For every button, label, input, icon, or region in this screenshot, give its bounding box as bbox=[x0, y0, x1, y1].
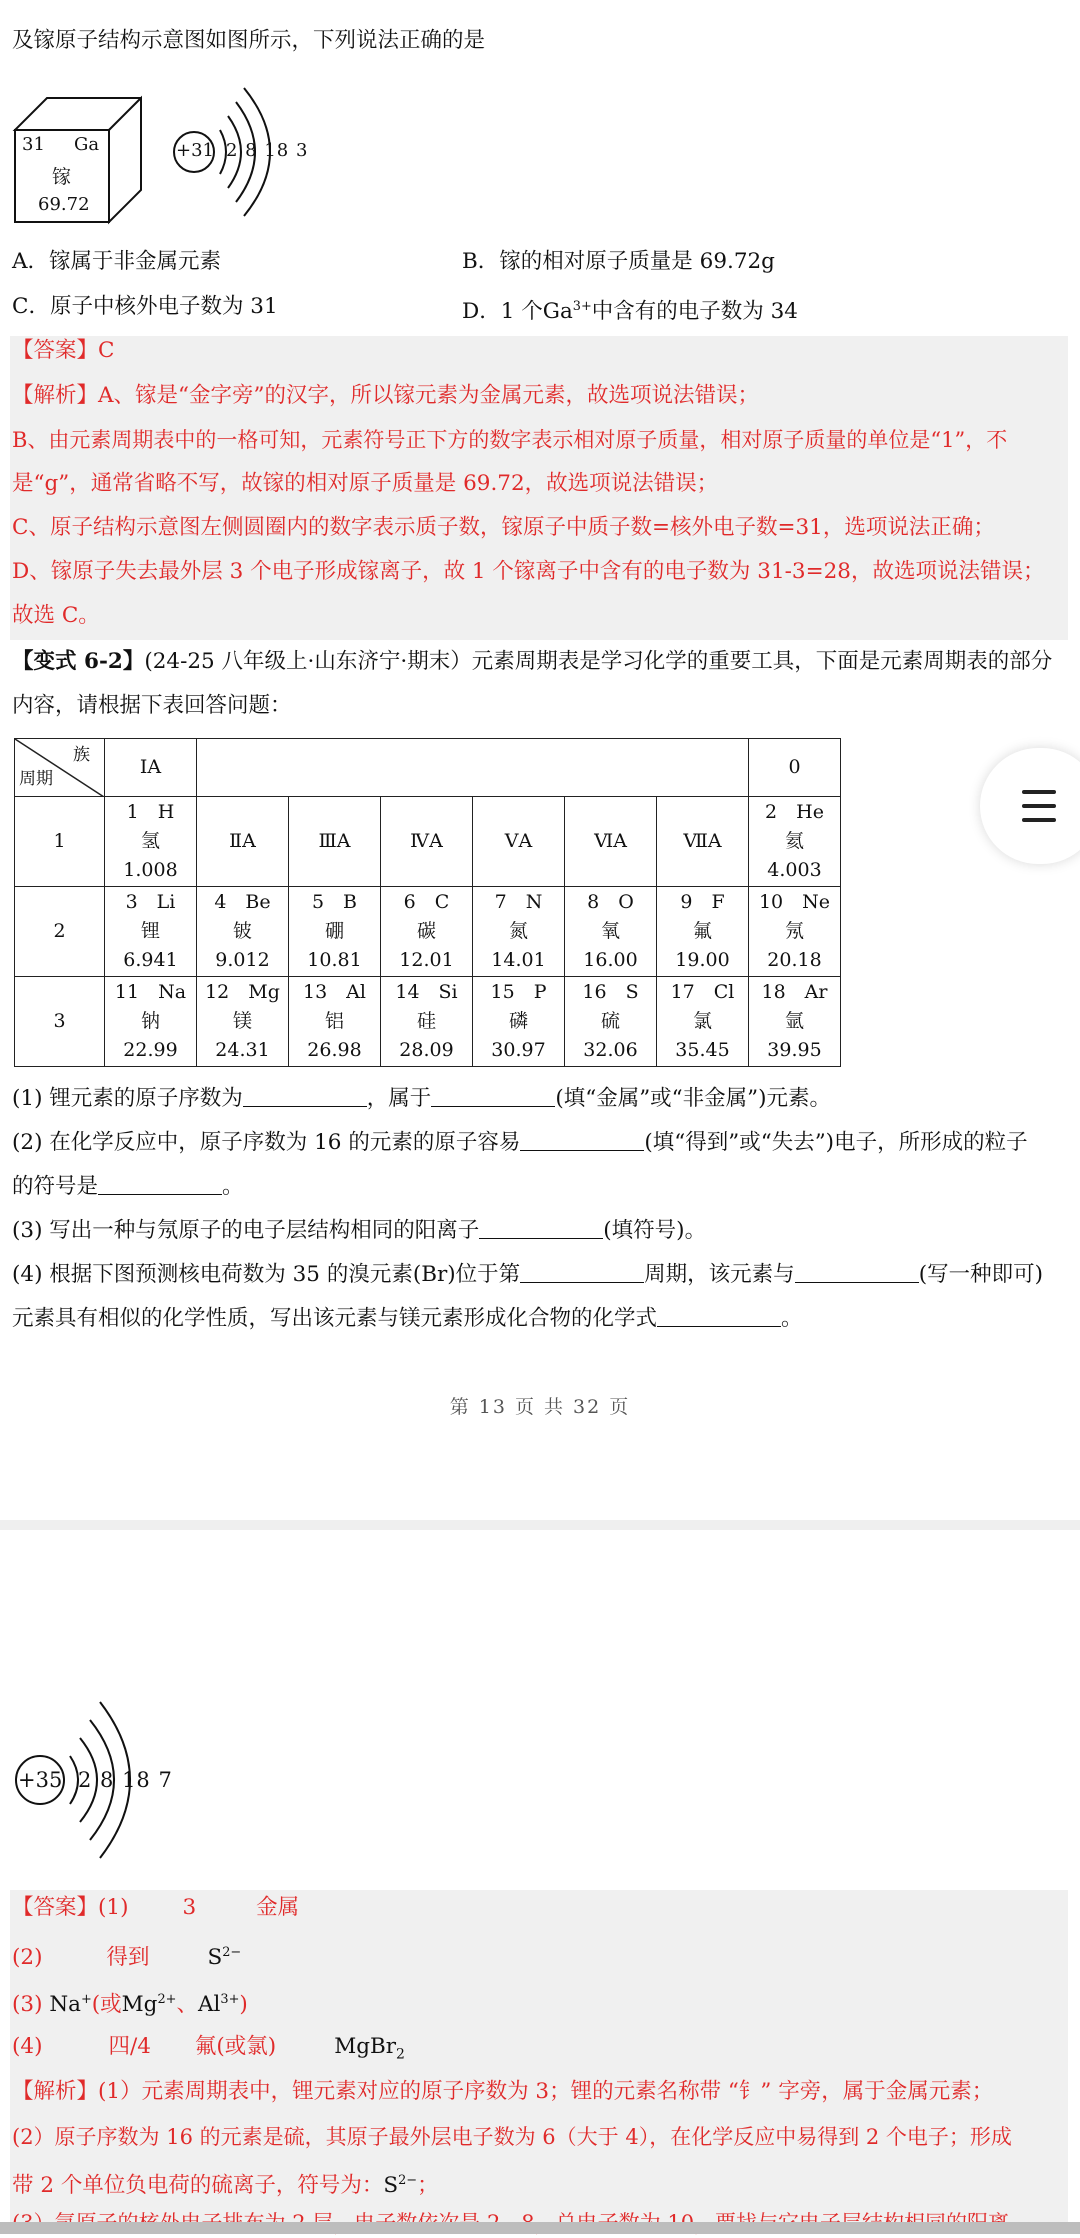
answer-2-row-4: (4) 四/4 氟(或氯) MgBr$_2$ bbox=[12, 2034, 405, 2063]
card-name: 镓 bbox=[52, 166, 72, 188]
periodic-table bbox=[14, 738, 841, 1067]
menu-icon-bar bbox=[1022, 818, 1056, 822]
element-cell: 14 Si 硅 28.09 bbox=[381, 977, 473, 1067]
answer-2-row-3: (3) Na+(或$Mg^{2+}$、$Al^{3+}$) bbox=[12, 1992, 248, 2018]
bottom-scroll-indicator[interactable] bbox=[0, 2222, 1080, 2234]
element-cell: 8 O 氧 16.00 bbox=[565, 887, 657, 977]
question-4: (4) 根据下图预测核电荷数为 35 的溴元素(Br)位于第 周期，该元素与 (写一种即可) bbox=[12, 1262, 1043, 1287]
variant-heading-line2: 内容，请根据下表回答问题： bbox=[12, 693, 292, 718]
element-cell: 5 B 硼 10.81 bbox=[289, 887, 381, 977]
bromine-nucleus: +35 bbox=[18, 1768, 63, 1792]
question-1: (1) 锂元素的原子序数为 ，属于 (填“金属”或“非金属”)元素。 bbox=[12, 1086, 832, 1111]
element-cell-h: 1 H 氢 1.008 bbox=[105, 797, 197, 887]
element-cell: 13 Al 铝 26.98 bbox=[289, 977, 381, 1067]
period-label: 1 bbox=[15, 797, 105, 887]
question-4-cont: 元素具有相似的化学性质，写出该元素与镁元素形成化合物的化学式 。 bbox=[12, 1306, 803, 1331]
element-cell: 10 Ne 氖 20.18 bbox=[749, 887, 841, 977]
bromine-electrons: 2 8 18 7 bbox=[78, 1768, 173, 1792]
option-d: D．1 个$Ga^{3+}$中含有的电子数为 34 bbox=[462, 299, 798, 325]
analysis-2-line: (2）原子序数为 16 的元素是硫，其原子最外层电子数为 6（大于 4），在化学反应中易得到 2 个电子；形成 bbox=[12, 2125, 1012, 2149]
question-3: (3) 写出一种与氖原子的电子层结构相同的阳离子 (填符号)。 bbox=[12, 1218, 707, 1243]
group-header: ⅢA bbox=[289, 797, 381, 887]
element-cell: 6 C 碳 12.01 bbox=[381, 887, 473, 977]
period-label: 3 bbox=[15, 977, 105, 1067]
gallium-electrons: 2 8 18 3 bbox=[226, 140, 309, 161]
element-cell: 15 P 磷 30.97 bbox=[473, 977, 565, 1067]
element-cell: 7 N 氮 14.01 bbox=[473, 887, 565, 977]
element-cell: 18 Ar 氩 39.95 bbox=[749, 977, 841, 1067]
card-symbol: Ga bbox=[74, 134, 100, 155]
gallium-nucleus: +31 bbox=[176, 140, 214, 161]
element-cell: 4 Be 铍 9.012 bbox=[197, 887, 289, 977]
analysis-1-line: D、镓原子失去最外层 3 个电子形成镓离子，故 1 个镓离子中含有的电子数为 31-3=28，故选项说法错误； bbox=[12, 559, 1045, 584]
floating-menu-button[interactable] bbox=[980, 748, 1080, 864]
element-cell: 12 Mg 镁 24.31 bbox=[197, 977, 289, 1067]
analysis-1-line: 故选 C。 bbox=[12, 603, 100, 628]
analysis-1-line: 是“g”，通常省略不写，故镓的相对原子质量是 69.72，故选项说法错误； bbox=[12, 471, 719, 496]
variant-heading: 【变式 6-2】(24-25 八年级上·山东济宁·期末）元素周期表是学习化学的重要工具，下面是元素周期表的部分 bbox=[12, 649, 1053, 674]
analysis-1-line: B、由元素周期表中的一格可知，元素符号正下方的数字表示相对原子质量，相对原子质量的单位是“1”，不 bbox=[12, 428, 1008, 452]
option-c: C．原子中核外电子数为 31 bbox=[12, 294, 278, 319]
option-a: A．镓属于非金属元素 bbox=[12, 249, 222, 274]
group-header: 0 bbox=[749, 739, 841, 797]
element-cell: 9 F 氟 19.00 bbox=[657, 887, 749, 977]
analysis-2-line: 带 2 个单位负电荷的硫离子，符号为：$S^{2-}$； bbox=[12, 2173, 439, 2199]
option-b: B．镓的相对原子质量是 69.72g bbox=[462, 249, 775, 274]
menu-icon-bar bbox=[1022, 804, 1056, 808]
element-cell: 11 Na 钠 22.99 bbox=[105, 977, 197, 1067]
analysis-2-line: 【解析】(1）元素周期表中，锂元素对应的原子序数为 3；锂的元素名称带 “钅” 字旁，属于金属元素； bbox=[12, 2079, 994, 2104]
answer-2-row-1: 【答案】(1) 3 金属 bbox=[12, 1895, 300, 1920]
element-cell-he: 2 He 氦 4.003 bbox=[749, 797, 841, 887]
page-number-footer: 第 13 页 共 32 页 bbox=[449, 1396, 631, 1418]
analysis-1-line: 【解析】A、镓是“金字旁”的汉字，所以镓元素为金属元素，故选项说法错误； bbox=[12, 383, 760, 408]
page-separator bbox=[0, 1520, 1080, 1530]
answer-1-label: 【答案】C bbox=[12, 338, 115, 363]
card-mass: 69.72 bbox=[38, 194, 90, 215]
period-label: 2 bbox=[15, 887, 105, 977]
menu-icon bbox=[1022, 790, 1056, 794]
group-header: ⅤA bbox=[473, 797, 565, 887]
analysis-1-line: C、原子结构示意图左侧圆圈内的数字表示质子数，镓原子中质子数=核外电子数=31，选项说法正确； bbox=[12, 515, 995, 540]
group-header: ⅡA bbox=[197, 797, 289, 887]
question-intro: 及镓原子结构示意图如图所示，下列说法正确的是 bbox=[12, 28, 486, 53]
element-cell: 17 Cl 氯 35.45 bbox=[657, 977, 749, 1067]
question-2: (2) 在化学反应中，原子序数为 16 的元素的原子容易 (填“得到”或“失去”)电子，所形成的粒子 bbox=[12, 1130, 1028, 1155]
group-header-blank bbox=[197, 739, 749, 797]
answer-2-row-2: (2) 得到 $S^{2-}$ bbox=[12, 1945, 242, 1971]
group-header: ⅣA bbox=[381, 797, 473, 887]
table-corner: 族 周期 bbox=[15, 739, 105, 797]
group-header: ⅥA bbox=[565, 797, 657, 887]
element-cell: 3 Li 锂 6.941 bbox=[105, 887, 197, 977]
group-header: ⅦA bbox=[657, 797, 749, 887]
group-header: ⅠA bbox=[105, 739, 197, 797]
card-number: 31 bbox=[22, 134, 45, 155]
element-cell: 16 S 硫 32.06 bbox=[565, 977, 657, 1067]
question-2-cont: 的符号是 。 bbox=[12, 1174, 244, 1199]
